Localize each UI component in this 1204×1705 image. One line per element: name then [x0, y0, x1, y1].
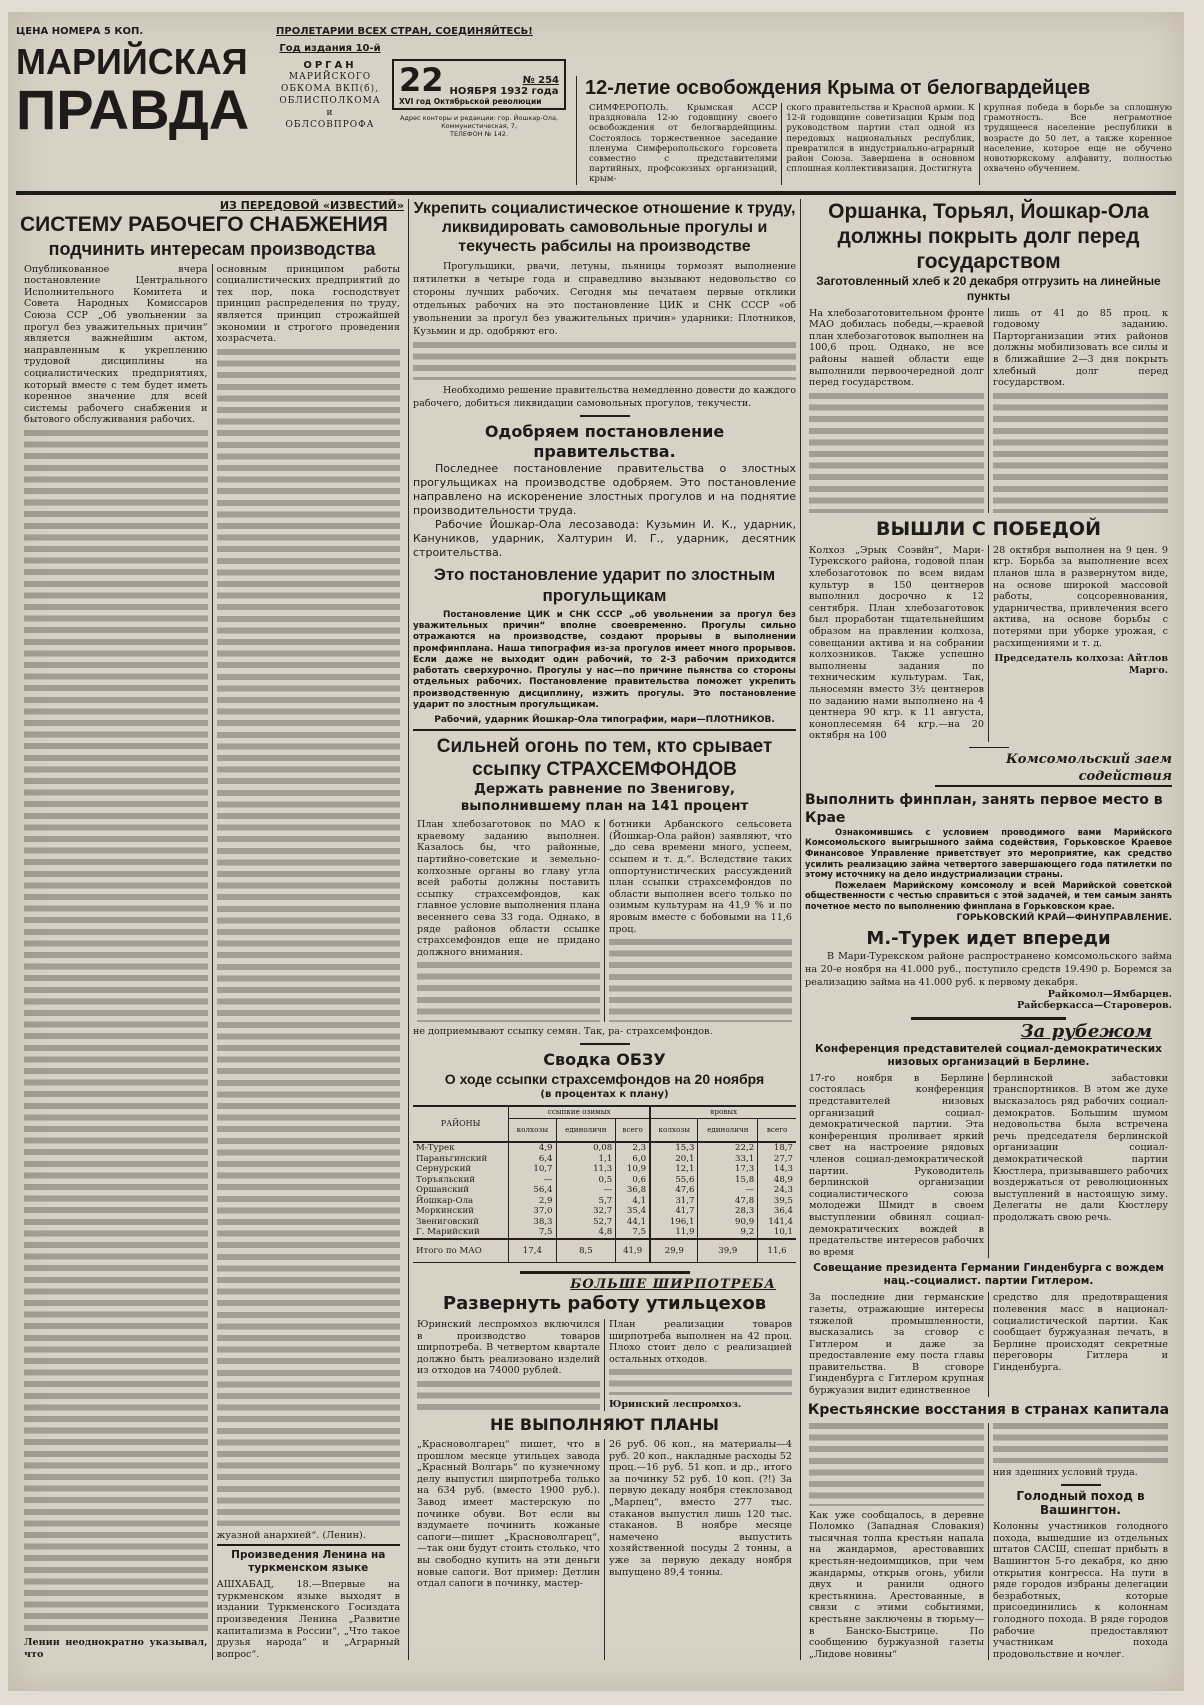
- phone: ТЕЛЕФОН № 142.: [449, 130, 509, 138]
- table-row: [413, 1206, 796, 1217]
- value-cell: 10,1: [758, 1227, 796, 1239]
- komsomol-signature: ГОРЬКОВСКИЙ КРАЙ—ФИНУПРАВЛЕНИЕ.: [956, 912, 1172, 923]
- header-winter: ссыпкие озимых: [509, 1106, 650, 1118]
- region-name: Торъяльский: [416, 1174, 476, 1185]
- illegible-text: [809, 1423, 984, 1506]
- value-cell: 4,8: [556, 1227, 616, 1239]
- conference-column-2: берлинской забастовки транспортников. В этом же духе высказалось ряд рабочих социал-демократов. Большим шумом недовольства была встречена речь председателя берлинской организации социал-демократической партии Кюстлера, призывавшего рабочих воздержаться от революционных выступлений в настоящую зиму. Делегаты не дали Кюстлеру продолжать свою речь.: [993, 1072, 1168, 1223]
- approve-signature: Рабочие Йошкар-Ола лесозавода: Кузьмин И. К., ударник, Кануников, ударник, Халтурин И. Г., ударник, десятник строительства.: [413, 517, 796, 559]
- value-cell: 0,6: [616, 1175, 650, 1186]
- turek-signature-2: Райсберкасса—Староверов.: [1016, 1000, 1172, 1012]
- organ-block: [276, 43, 384, 138]
- subheader: колхозы: [650, 1118, 698, 1142]
- seedfund-end: не доприемывают ссыпку семян. Так, ра- страхсемфондов.: [413, 1026, 713, 1038]
- subheader: единоличн: [556, 1118, 616, 1142]
- value-cell: 17,3: [698, 1164, 758, 1175]
- date-area: [392, 43, 566, 138]
- turek-signature-1: Райкомол—Ямбарцев.: [1047, 988, 1172, 1000]
- illegible-text: [609, 1369, 792, 1395]
- obzu-table: [413, 1105, 796, 1263]
- value-cell: 141,4: [758, 1217, 796, 1228]
- value-cell: 38,3: [509, 1217, 556, 1228]
- value-cell: 27,7: [758, 1154, 796, 1165]
- value-cell: 2,9: [509, 1196, 556, 1207]
- approve-headline: Одобряем постановление правительства.: [484, 421, 725, 461]
- grain-subhead: Заготовленный хлеб к 20 декабря отгрузить на линейные пункты: [816, 273, 1161, 303]
- crimea-article: [576, 76, 1176, 185]
- value-cell: 4,9: [509, 1142, 556, 1154]
- illegible-text: [993, 1423, 1168, 1463]
- discipline-intro-2: Необходимо решение правительства немедленно довести до каждого рабочего, добиться ликвидации самовольных прогулов, текучести.: [413, 384, 796, 409]
- komsomol-rubric: Комсомольский заем содействия: [935, 751, 1172, 787]
- illegible-text: [993, 393, 1168, 513]
- illegible-text: [217, 349, 401, 1526]
- value-cell: 6,0: [616, 1154, 650, 1165]
- obzu-subtitle: О ходе ссыпки страхсемфондов на 20 ноября: [444, 1071, 765, 1088]
- strike-body: Постановление ЦИК и СНК СССР „об увольнении за прогул без уважительных причин“ вполне своевременно. Прогулы сильно отражаются на производстве, создают прорывы в выполнении промфинплана. Наша типография из-за прогулов имеет много прорывов. Если даже не выходит один рабочий, то 2-3 рабочим приходится работать сверхурочно. Прогулы у нас—по причине пьянства со стороны отдельных рабочих. Постановление правительства поможет укрепить производственную дисциплину, изжить прогулы. Это постановление ударит по злостным прогульщикам.: [413, 609, 796, 710]
- value-cell: 56,4: [509, 1185, 556, 1196]
- region-name: Моркинский: [416, 1206, 474, 1217]
- masthead-center: [276, 26, 566, 138]
- table-total-row: [413, 1239, 796, 1263]
- address-block: [392, 114, 566, 138]
- komsomol-headline: Выполнить финплан, занять первое место в Крае: [805, 791, 1163, 826]
- turek-body: В Мари-Турекском районе распространено комсомольского займа на 20-е ноября на 41.000 руб., поступило средств 19.490 р. Боремся за реализацию займа на 41.000 руб. к первому декабря.: [805, 950, 1172, 988]
- divider: [520, 1271, 690, 1274]
- date-day: 22: [399, 61, 444, 99]
- value-cell: 12,1: [650, 1164, 698, 1175]
- organ-label: ОРГАН: [303, 60, 357, 71]
- value-cell: —: [698, 1185, 758, 1196]
- noplans-headline: НЕ ВЫПОЛНЯЮТ ПЛАНЫ: [490, 1414, 719, 1434]
- illegible-text: [417, 1381, 600, 1411]
- divider: [217, 1544, 401, 1546]
- divider: [413, 729, 796, 731]
- crimea-column-3: крупная победа в борьбе за сплошную грамотность. Все неграмотное трудящееся население республики в возрасте до 50 лет, а также коренное население, которое еще не обучено новотюркскому алфавиту, полностью охвачено обучением.: [979, 103, 1176, 185]
- utility-rubric: БОЛЬШЕ ШИРПОТРЕБА: [570, 1277, 776, 1293]
- region-name: Йошкар-Ола: [416, 1195, 474, 1206]
- value-cell: 10,7: [509, 1164, 556, 1175]
- value-cell: 15,8: [698, 1175, 758, 1186]
- table-row: [413, 1217, 796, 1228]
- victory-column-1: Колхоз „Эрык Соэвйн“, Мари-Турекского района, годовой план хлебозаготовок по всем видам культур в 150 центнеров выполнил досрочно к 12 сентября. План хлебозаготовок был проработан тщательнейшим образом на правлении колхоза, совещании актива и на собрании колхозников. Также успешно выполнены задания по техническим культурам. Так, льносемян вместо 3½ центнеров по заданию нами выполнено на 4 центнера 90 кгр. к 11 августа, коноплесемян 64 кгр.—на 20 октября на 100: [809, 544, 984, 742]
- hunger-body: Колонны участников голодного похода, вышедшие из отдельных штатов САСШ, спешат прибыть в Вашингтон 5-го декабря, ко дню открытия конгресса. На пути в ряде городов избраны делегации безработных, которые присоединились к колоннам голодного похода. В ряде городов рабочие предоставляют участникам похода продовольствие и ночлег.: [993, 1521, 1168, 1660]
- supply-column-2-end: жуазной анархией“. (Ленин).: [216, 1529, 366, 1541]
- table-row: [413, 1175, 796, 1186]
- value-cell: 36,4: [758, 1206, 796, 1217]
- newspaper-page: [8, 12, 1184, 1691]
- value-cell: —: [509, 1175, 556, 1186]
- hindenburg-column-1: За последние дни германские газеты, отражающие интересы тяжелой промышленности, высказались за сговор с Гитлером и даже за предоставление ему поста главы правительства. В сговоре Гинденбурга с Гитлером крупная буржуазия видит единственное: [809, 1292, 984, 1397]
- illegible-text: [809, 393, 984, 513]
- value-cell: 10,9: [616, 1164, 650, 1175]
- value-cell: 4,1: [616, 1196, 650, 1207]
- value-cell: 55,6: [650, 1175, 698, 1186]
- peasant-column-1: Как уже сообщалось, в деревне Поломко (Западная Словакия) тысячная толпа крестьян напала на жандармов, арестовавших крестьян-недоимщиков, при чем жандармы, открыв огонь, убили двух и ранили одного крестьянина. Арестованные, в связи с этими событиями, крестьяне заключены в тюрьму—в Банско-Быстрице. По сообщению буржуазной газеты „Лидове новины“: [809, 1509, 984, 1660]
- table-row: [413, 1154, 796, 1165]
- logo-line-2: ПРАВДА: [16, 78, 250, 141]
- value-cell: 15,3: [650, 1142, 698, 1154]
- region-name: Оршанский: [416, 1185, 470, 1196]
- value-cell: 33,1: [698, 1154, 758, 1165]
- right-column: [800, 199, 1176, 1661]
- seedfund-headline: Сильней огонь по тем, кто срывает ссыпку СТРАХСЕМФОНДОВ: [436, 736, 773, 781]
- organ-line: ОБЛСОВПРОФА: [285, 120, 375, 130]
- strike-signature: Рабочий, ударник Йошкар-Ола типографии, мари—ПЛОТНИКОВ.: [434, 715, 775, 726]
- divider: [580, 1043, 630, 1045]
- value-cell: 22,2: [698, 1142, 758, 1154]
- crimea-column-2: ского правительства и Красной армии. К 12-й годовщине советизации Крым под руководством партии стал одной из передовых национальных республик, превратился в индустриально-аграрный район Союза. Завершена в основном сплошная коллективизация. Достигнута: [781, 103, 978, 185]
- slogan: ПРОЛЕТАРИИ ВСЕХ СТРАН, СОЕДИНЯЙТЕСЬ!: [276, 26, 533, 37]
- victory-column-2: 28 октября выполнен на 9 цен. 9 кгр. Борьба за выполнение всех планов шла в развернутом виде, на основе широкой массовой работы, соцсоревнования, ударничества, привлечения всего актива, на основе борьбы с потерями при уборке урожая, с расхищениями и т. д.: [993, 544, 1168, 649]
- value-cell: 196,1: [650, 1217, 698, 1228]
- illegible-text: [413, 342, 796, 380]
- publication-year: Год издания 10-й: [279, 43, 381, 54]
- supply-column-2: основным принципом работы социалистических предприятий до тех пор, пока господствует принцип распределения по труду, является принцип строжайшей экономии и строгого проведения хозрасчета.: [216, 263, 400, 345]
- value-cell: 14,3: [758, 1164, 796, 1175]
- organ-line: ОБКОМА ВКП(б),: [281, 84, 379, 94]
- supply-column-1: Опубликованное вчера постановление Центрального Исполнительного Комитета и Совета Народных Комиссаров Союза ССР „Об увольнении за прогул без уважительных причин“ является важнейшим актом, направленным к укреплению трудовой дисциплины на социалистических предприятиях, который вместе с тем будет иметь коренное значение для всей системы рабочего снабжения и бытового обслуживания рабочих.: [24, 263, 208, 426]
- subheader: всего: [758, 1118, 796, 1142]
- utility-column-2: План реализации товаров ширпотреба выполнен на 42 проц. Плохо стоит дело с реализацией остальных отходов.: [609, 1319, 792, 1365]
- value-cell: 2,3: [616, 1142, 650, 1154]
- seedfund-column-2: ботники Арбанского сельсовета (Йошкар-Ола район) заявляют, что „до сева времени много, успеем, ссыпем и т. д.“. Вследствие таких оппортунистических рассуждений план ссыпки страхсемфондов по области выполнен всего только по озимым культурам на 41,9 % и по яровым вместе с бобовыми на 11,6 проц.: [609, 819, 792, 935]
- subheader: единоличн: [698, 1118, 758, 1142]
- address: Адрес конторы и редакции: гор. Йошкар-Ола, Коммунистическая, 7,: [399, 114, 559, 130]
- region-name: М-Турек: [416, 1143, 455, 1154]
- table-row: [413, 1227, 796, 1239]
- table-row: [413, 1164, 796, 1175]
- peasant-headline: Крестьянские восстания в странах капитала: [807, 1401, 1170, 1418]
- divider: [1061, 1484, 1101, 1486]
- grain-column-1: На хлебозаготовительном фронте МАО добилась победы,—краевой план хлебозаготовок выполнен на 100,6 проц. Однако, не все районы нашей области еще выполнили первоочередной долг перед государством.: [809, 307, 984, 389]
- newspaper-logo: [16, 26, 266, 139]
- value-cell: 5,7: [556, 1196, 616, 1207]
- issue-number: № 254: [522, 75, 559, 86]
- value-cell: 0,5: [556, 1175, 616, 1186]
- value-cell: 0,08: [556, 1142, 616, 1154]
- hunger-headline: Голодный поход в Вашингтон.: [1016, 1489, 1145, 1518]
- value-cell: 7,5: [616, 1227, 650, 1239]
- value-cell: 41,9: [616, 1239, 650, 1263]
- supply-subhead: подчинить интересам производства: [48, 238, 376, 259]
- value-cell: 32,7: [556, 1206, 616, 1217]
- discipline-headline: Укрепить социалистическое отношение к труду, ликвидировать самовольные прогулы и текучесть рабсилы на производстве: [413, 199, 796, 255]
- organ-line: ОБЛИСПОЛКОМА и: [279, 96, 381, 118]
- value-cell: 17,4: [509, 1239, 556, 1263]
- grain-column-2: лишь от 41 до 85 проц. к годовому заданию. Парторганизации этих районов должны мобилизовать все силы и в ближайшие 2—3 дня покрыть хлебный долг перед государством.: [993, 307, 1168, 389]
- lenin-body: АШХАБАД, 18.—Впервые на туркменском языке выходят в издании Туркменского Госиздата произведения Ленина „Развитие капитализма в России“, „Что такое друзья народа“ и „Аграрный вопрос“.: [216, 1579, 400, 1660]
- value-cell: 39,9: [698, 1239, 758, 1263]
- illegible-text: [609, 939, 792, 1022]
- supply-column-1-end: Ленин неоднократно указывал, что: [24, 1637, 208, 1660]
- conference-headline: Конференция представителей социал-демократических низовых организаций в Берлине.: [815, 1042, 1162, 1068]
- utility-column-1: Юринский леспромхоз включился в производство товаров ширпотреба. В четвертом квартале должно быть реализовано изделий из отходов на 74000 рублей.: [417, 1319, 600, 1377]
- komsomol-body-2: Пожелаем Марийскому комсомолу и всей Марийской советской общественности с честью справиться с этой задачей, и тем самым занять почетное место по выполнению финплана в Горьковском крае.: [805, 879, 1172, 912]
- value-cell: 11,6: [758, 1239, 796, 1263]
- subheader: всего: [616, 1118, 650, 1142]
- abroad-rubric: За рубежом: [1020, 1020, 1152, 1042]
- hindenburg-column-2: средство для предотвращения полевения масс в национал-социалистической партии. Как сообщает буржуазная печать, в Берлине происходят секретные переговоры Гитлера и Гинденбурга.: [993, 1292, 1168, 1373]
- organ-line: МАРИЙСКОГО: [288, 72, 372, 82]
- crimea-headline: 12-летие освобождения Крыма от белогвардейцев: [585, 77, 1091, 99]
- value-cell: 9,2: [698, 1227, 758, 1239]
- value-cell: 36,8: [616, 1185, 650, 1196]
- value-cell: 52,7: [556, 1217, 616, 1228]
- value-cell: 44,1: [616, 1217, 650, 1228]
- region-name: Звениговский: [416, 1216, 479, 1227]
- divider: [969, 747, 1009, 748]
- crimea-column-1: СИМФЕРОПОЛЬ. Крымская АССР праздновала 12-ю годовщину своего освобождения от белогвардейщины. Состоялось торжественное заседание пленума Симферопольского горсовета совместно с представителями партийных, профсоюзных организаций, крым-: [589, 103, 778, 185]
- value-cell: 20,1: [650, 1154, 698, 1165]
- region-name: Итого по МАО: [413, 1239, 509, 1263]
- value-cell: 8,5: [556, 1239, 616, 1263]
- noplans-column-2: 26 руб. 06 коп., на материалы—4 руб. 20 коп., накладные расходы 52 проц.—16 руб. 51 коп. и др., итого за починку 52 руб. 10 коп. (?!) За первую декаду ноября стеклозавод „Марпец“, вместо 277 тыс. стаканов выпустил лишь 120 тыс. стаканов. В ноябре месяце намечено выпустить хозяйственной посуды 2 тонны, а уже за первую декаду ноября выпущено 89,4 тонны.: [609, 1438, 792, 1578]
- value-cell: 6,4: [509, 1154, 556, 1165]
- value-cell: 39,5: [758, 1196, 796, 1207]
- value-cell: 47,8: [698, 1196, 758, 1207]
- grain-headline: Оршанка, Торьял, Йошкар-Ола должны покрыть долг перед государством: [828, 199, 1149, 273]
- table-row: [413, 1185, 796, 1196]
- logo-line-1: МАРИЙСКАЯ: [16, 41, 248, 82]
- utility-headline: Развернуть работу утильцехов: [442, 1293, 767, 1315]
- value-cell: 1,1: [556, 1154, 616, 1165]
- date-month: НОЯБРЯ 1932 года: [449, 86, 559, 97]
- noplans-column-1: „Красноволгарец“ пишет, что в прошлом месяце утильцех завода „Красный Волгарь“ по кузнечному делу выпустил ширпотреба только на 634 руб. (вместо 1900 руб.). Завод имеет мастерскую по починке обуви. Вот если вы вздумаете починить кожаные сапоги—пишет „Красноволгарец“,—так они будут стоить столько, что вы свободно купить на эти деньги новые сапоги. Вот пример: Детлин отдал сапоги в починку, мастер-: [417, 1438, 600, 1590]
- value-cell: 24,3: [758, 1185, 796, 1196]
- region-name: Сернурский: [416, 1164, 472, 1175]
- lenin-headline: Произведения Ленина на туркменском языке: [231, 1549, 386, 1575]
- discipline-intro: Прогульщики, рвачи, летуны, пьяницы тормозят выполнение пятилетки в четыре года и справедливо вызывают недовольство со стороны лучших рабочих. Сегодня мы печатаем первые отклики отдельных рабочих на это постановление ЦИК и СНК СССР «об увольнении за прогул без уважительных причин» ударники: Плотников, Кузьмин и др. одобряют его.: [413, 260, 796, 337]
- value-cell: 29,9: [650, 1239, 698, 1263]
- masthead: [16, 26, 1176, 195]
- subheader: колхозы: [509, 1118, 556, 1142]
- supply-article: [16, 199, 408, 1661]
- value-cell: 48,9: [758, 1175, 796, 1186]
- value-cell: 90,9: [698, 1217, 758, 1228]
- seedfund-column-1: План хлебозаготовок по МАО к краевому заданию выполнен. Казалось бы, что районные, партийно-советские и земельно-колхозные органы во главу угла всей работы должны поставить ссыпку страхсемфондов, как главное условие выполнения плана весеннего сева 33 года. Однако, в ряде районов области ссыпке страхсемфондов еще не придано должного внимания.: [417, 819, 600, 958]
- header-region: РАЙОНЫ: [413, 1106, 509, 1142]
- victory-headline: ВЫШЛИ С ПОБЕДОЙ: [876, 517, 1101, 540]
- conference-column-1: 17-го ноября в Берлине состоялась конференция представителей низовых организаций социал-демократической партии. Эта конференция проливает яркий свет на настроение рядовых членов социал-демократической партии. Руководитель берлинской организации социалистического союза молодежи Шмидт в своем выступлении обвинял социал-демократических вождей в предательстве интересов рабочих во время: [809, 1072, 984, 1258]
- revolution-year: XVI год Октябрьской революции: [399, 97, 542, 106]
- date-box: [392, 59, 566, 110]
- obzu-unit: (в процентах к плану): [540, 1089, 669, 1101]
- illegible-text: [24, 430, 208, 1633]
- middle-column: [408, 199, 800, 1661]
- supply-kicker: ИЗ ПЕРЕДОВОЙ «ИЗВЕСТИЙ»: [219, 198, 404, 212]
- price-label: ЦЕНА НОМЕРА 5 КОП.: [16, 26, 144, 37]
- region-name: Параньгинский: [416, 1153, 488, 1164]
- komsomol-body: Ознакомившись с условием проводимого вами Марийского Комсомольского выигрышного займа содействия, Горьковское Краевое Финансовое Управление приветствует это мероприятие, как средство усилить реализацию займа четвертого завершающего года пятилетки по этому источнику на дело индустриализации страны.: [805, 826, 1172, 880]
- organ-lines: [276, 71, 384, 131]
- illegible-text: [417, 962, 600, 1022]
- region-name: Г. Марийский: [416, 1227, 480, 1238]
- turek-headline: М.-Турек идет впереди: [866, 927, 1111, 949]
- strike-headline: Это постановление ударит по злостным прогульщикам: [433, 564, 776, 605]
- value-cell: 31,7: [650, 1196, 698, 1207]
- obzu-title: Сводка ОБЗУ: [543, 1050, 666, 1070]
- value-cell: 11,3: [556, 1164, 616, 1175]
- value-cell: 11,9: [650, 1227, 698, 1239]
- table-row: [413, 1196, 796, 1207]
- divider: [580, 415, 630, 417]
- value-cell: 18,7: [758, 1142, 796, 1154]
- hindenburg-headline: Совещание президента Германии Гинденбурга с вождем нац.-социалист. партии Гитлером.: [813, 1262, 1164, 1288]
- table-row: [413, 1142, 796, 1154]
- value-cell: 35,4: [616, 1206, 650, 1217]
- supply-headline: СИСТЕМУ РАБОЧЕГО СНАБЖЕНИЯ: [20, 212, 388, 236]
- victory-signature: Председатель колхоза: Айтлов Марго.: [994, 653, 1168, 676]
- approve-body: Последнее постановление правительства о злостных прогульщиках на производстве одобряем. Это постановление направлено на искоренение злостных прогулов и на поднятие производительности труда.: [413, 461, 796, 517]
- seedfund-subhead: Держать равнение по Звенигову, выполнившему план на 141 процент: [460, 781, 749, 815]
- peasant-column-2: ния здешних условий труда.: [993, 1466, 1138, 1478]
- value-cell: 41,7: [650, 1206, 698, 1217]
- value-cell: —: [556, 1185, 616, 1196]
- header-spring: яровых: [650, 1106, 796, 1118]
- value-cell: 7,5: [509, 1227, 556, 1239]
- value-cell: 28,3: [698, 1206, 758, 1217]
- value-cell: 37,0: [509, 1206, 556, 1217]
- value-cell: 47,6: [650, 1185, 698, 1196]
- utility-signature: Юринский леспромхоз.: [609, 1399, 742, 1411]
